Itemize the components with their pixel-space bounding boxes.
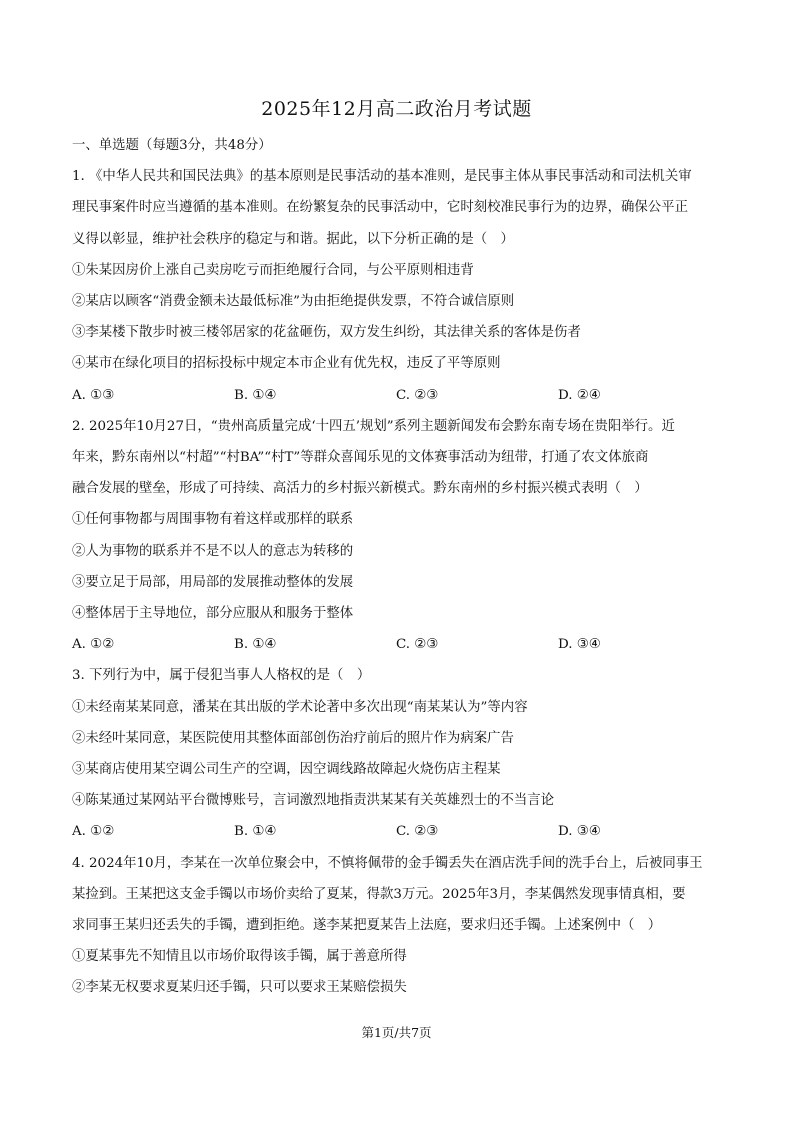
answer-options [72,629,724,660]
statement-item: ①未经南某某同意，潘某在其出版的学术论著中多次出现“南某某认为”等内容 [72,699,528,715]
option-b: B. ①④ [234,824,277,840]
section-heading: 一、单选题（每题3分，共48分） [72,138,272,153]
statement-item: ④某市在绿化项目的招标投标中规定本市企业有优先权，违反了平等原则 [72,356,501,372]
question-stem-line: 义得以彰显，维护社会秩序的稳定与和谐。据此，以下分析正确的是（ ） [72,231,514,247]
option-d: D. ③④ [558,637,601,653]
question-2 [72,411,724,661]
question-4 [72,848,724,1004]
option-b: B. ①④ [234,637,277,653]
question-stem-line: 年来，黔东南州以“村超”“村BA”“村T”等群众喜闻乐见的文体赛事活动为纽带，打通了农文体旅商 [72,450,649,466]
statement-item: ③某商店使用某空调公司生产的空调，因空调线路故障起火烧伤店主程某 [72,762,501,778]
question-stem-line: 融合发展的壁垒，形成了可持续、高活力的乡村振兴新模式。黔东南州的乡村振兴模式表明（ ） [72,481,648,497]
option-a: A. ①③ [72,387,115,403]
question-stem-line: 2. 2025年10月27日，“贵州高质量完成‘十四五’规划”系列主题新闻发布会黔东南专场在贵阳举行。近 [72,418,675,434]
option-c: C. ②③ [396,387,439,403]
statement-item: ②人为事物的联系并不是不以人的意志为转移的 [72,543,354,559]
option-a: A. ①② [72,637,115,653]
question-stem-line: 求同事王某归还丢失的手镯，遭到拒绝。遂李某把夏某告上法庭，要求归还手镯。上述案例中（ ） [72,918,662,934]
statement-item: ①任何事物都与周围事物有着这样或那样的联系 [72,512,354,528]
question-stem-line: 3. 下列行为中，属于侵犯当事人人格权的是（ ） [72,668,371,684]
statement-item: ①夏某事先不知情且以市场价取得该手镯，属于善意所得 [72,949,407,965]
option-d: D. ②④ [558,387,601,403]
statement-item: ②某店以顾客“消费金额未达最低标准”为由拒绝提供发票，不符合诚信原则 [72,294,515,310]
statement-item: ④陈某通过某网站平台微博账号，言词激烈地指责洪某某有关英雄烈士的不当言论 [72,793,555,809]
page-title: 2025年12月高二政治月考试题 [261,98,532,120]
question-stem-line: 某捡到。王某把这支金手镯以市场价卖给了夏某，得款3万元。2025年3月，李某偶然发现事情真相，要 [72,886,686,902]
option-c: C. ②③ [396,637,439,653]
question-stem-line: 4. 2024年10月，李某在一次单位聚会中，不慎将佩带的金手镯丢失在酒店洗手间的洗手台上，后被同事王 [72,855,703,871]
statement-item: ③要立足于局部，用局部的发展推动整体的发展 [72,574,354,590]
statement-item: ③李某楼下散步时被三楼邻居家的花盆砸伤，双方发生纠纷，其法律关系的客体是伤者 [72,325,581,341]
question-1 [72,161,724,411]
statement-item: ②未经叶某同意，某医院使用其整体面部创伤治疗前后的照片作为病案广告 [72,730,514,746]
question-stem-line: 理民事案件时应当遵循的基本准则。在纷繁复杂的民事活动中，它时刻校准民事行为的边界，确保公平正 [72,200,688,216]
page-footer: 第1页/共7页 [361,1025,432,1040]
option-b: B. ①④ [234,387,277,403]
question-3 [72,660,724,847]
answer-options [72,816,724,847]
exam-content [72,130,724,1004]
option-a: A. ①② [72,824,115,840]
statement-item: ①朱某因房价上涨自己卖房吃亏而拒绝履行合同，与公平原则相违背 [72,262,474,278]
statement-item: ④整体居于主导地位，部分应服从和服务于整体 [72,606,354,622]
option-c: C. ②③ [396,824,439,840]
answer-options [72,380,724,411]
option-d: D. ③④ [558,824,601,840]
statement-item: ②李某无权要求夏某归还手镯，只可以要求王某赔偿损失 [72,980,407,996]
question-stem-line: 1. 《中华人民共和国民法典》的基本原则是民事活动的基本准则，是民事主体从事民事活动和司法机关审 [72,169,692,185]
